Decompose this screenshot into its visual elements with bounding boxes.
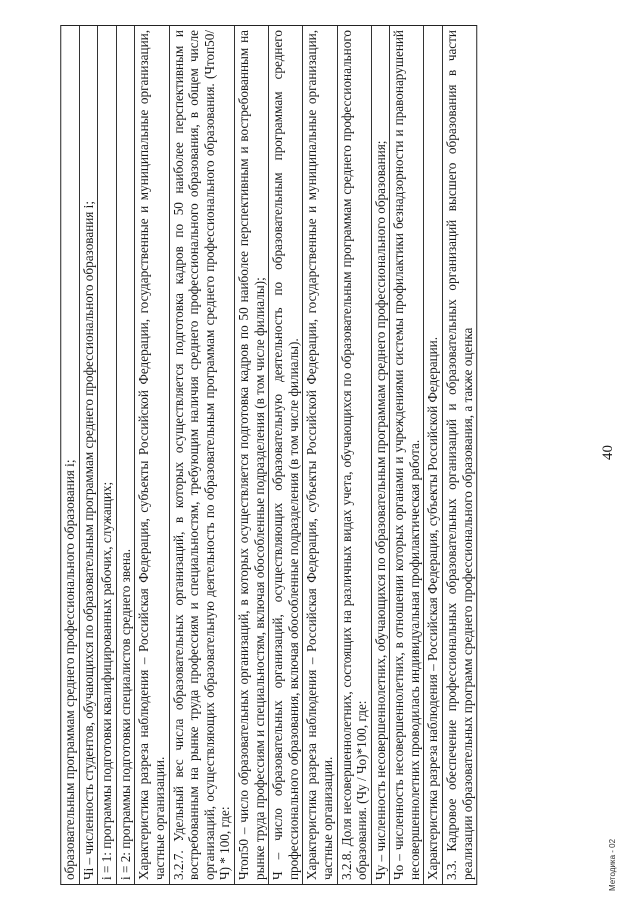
page-number: 40 [600,445,616,460]
table-row: Характеристика разреза наблюдения – Российская Федерация, субъекты Российской Федерации, государственные и муниципальные организации, частные организации. [135,26,169,884]
table-row: Чу – численность несовершеннолетних, обучающихся по образовательным программам среднего профессионального образования; [372,26,391,884]
table-row: i = 2: программы подготовки специалистов среднего звена. [117,26,136,884]
table-row: Чi – численность студентов, обучающихся по образовательным программам среднего профессионального образования i; [80,26,99,884]
table-row: 3.2.8. Доля несовершеннолетних, состоящих на различных видах учета, обучающихся по образовательным программам среднего профессионального образования. (Чу / Чо)*100, где: [338,26,372,884]
table-row: 3.3. Кадровое обеспечение профессиональных образовательных организаций и образовательных организаций высшего образования в части реализации образовательных программ среднего профессионального образования, а также оценка [444,30,475,880]
table-row: Характеристика разреза наблюдения – Российская Федерация, субъекты Российской Федерации, государственные и муниципальные организации, частные организации. [303,26,337,884]
document-table [60,25,477,885]
table-row: Чтоп50 – число образовательных организаций, в которых осуществляется подготовка кадров по 50 наиболее перспективным и востребованным на рынке труда профессиям и специальностям, включая обособленные подразделения (в том числе филиалы); [235,26,269,884]
table-row: i = 1: программы подготовки квалифицированных рабочих, служащих; [98,26,117,884]
table-row: образовательным программам среднего профессионального образования i; [61,26,80,884]
table-row: 3.2.7. Удельный вес числа образовательных организаций, в которых осуществляется подготовка кадров по 50 наиболее перспективным и востребованным на рынке труда профессиям и специальностям, требующим наличия среднего профессионального образования, в общем числе организаций, осуществляющих образовательную деятельность по образовательным программам среднего профессионального образования. (Чтоп50/Ч) * 100, где: [170,26,235,884]
table-row: Чо – численность несовершеннолетних, в отношении которых органами и учреждениями системы профилактики безнадзорности и правонарушений несовершеннолетних проводилась индивидуальная профилактическая работа. [390,26,424,884]
table-row: Ч – число образовательных организаций, осуществляющих образовательную деятельность по образовательным программам среднего профессионального образования, включая обособленные подразделения (в том числе филиалы). [269,26,303,884]
footer-mark: Методика - 02 [608,838,617,891]
table-row: Характеристика разреза наблюдения – Российская Федерация, субъекты Российской Федерации. [424,26,443,884]
